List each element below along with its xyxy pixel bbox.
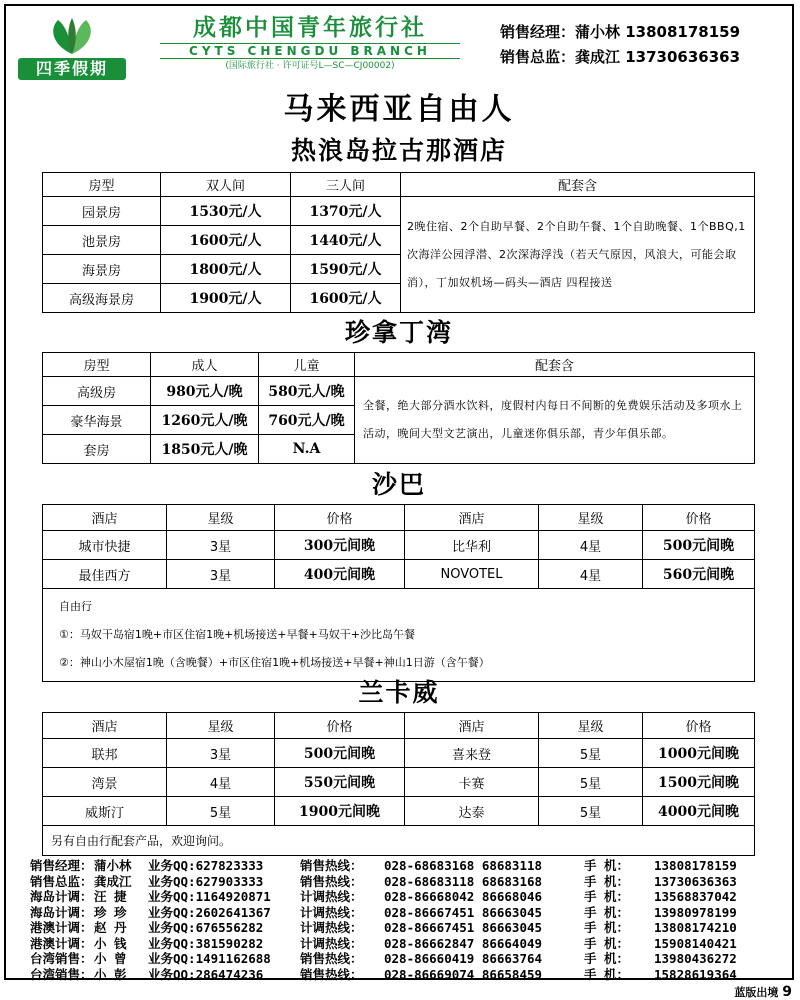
mobile-label: 手 机： [584, 904, 630, 920]
table-header-row [43, 505, 755, 531]
hotline-numbers: 028-86667451 86663045 [384, 920, 543, 935]
column-header: 价格 [275, 713, 405, 739]
header [6, 6, 792, 84]
room-type: 园景房 [43, 197, 161, 226]
table-row [43, 797, 755, 826]
room-type: 池景房 [43, 226, 161, 255]
room-price: 1900元间晚 [275, 797, 405, 826]
agency-name-cn: 成都中国青年旅行社 [193, 15, 427, 41]
agency-block [140, 14, 480, 73]
hotline-numbers: 028-68683168 68683118 [384, 858, 543, 873]
contact-role: 销售总监： [30, 873, 93, 889]
contact-row [30, 920, 790, 936]
contact-name: 蒲小林 [94, 858, 132, 873]
contact-role: 海岛计调： [30, 904, 93, 920]
lagoon-price-table [42, 172, 755, 313]
page-mark [734, 984, 792, 1000]
logo-text: 四季假期 [18, 58, 126, 80]
room-price: 500元间晚 [643, 531, 755, 560]
header-contacts [500, 20, 790, 70]
contact-row [30, 951, 790, 967]
table-header-row [43, 173, 755, 197]
star-rating: 3星 [167, 739, 275, 768]
column-header: 双人间 [161, 173, 291, 197]
agency-license: (国际旅行社 · 许可证号L—SC—CJ00002) [225, 61, 395, 71]
adult-price: 1260元人/晚 [151, 406, 259, 435]
adult-price: 1850元人/晚 [151, 435, 259, 464]
hotline-numbers: 028-68683118 68683168 [384, 873, 543, 889]
hotel-name: 卡赛 [405, 768, 539, 797]
mobile-number: 13808174210 [654, 920, 737, 935]
table-row [43, 531, 755, 560]
mobile-label: 手 机： [584, 966, 630, 982]
room-type: 高级海景房 [43, 284, 161, 313]
column-header: 配套含 [401, 173, 755, 197]
table-row [43, 768, 755, 797]
column-header: 儿童 [259, 353, 355, 377]
hotline-label: 计调热线： [300, 889, 363, 904]
contact-name: 珍 珍 [94, 904, 127, 920]
note-line: 自由行 [59, 600, 92, 613]
child-price: N.A [259, 435, 355, 464]
table-header-row [43, 353, 755, 377]
hotline-label: 销售热线： [300, 951, 363, 966]
contact-name: 龚成江 [94, 873, 132, 889]
star-rating: 4星 [539, 560, 643, 589]
hotline-label: 计调热线： [300, 904, 363, 920]
room-price: 300元间晚 [275, 531, 405, 560]
double-price: 1900元/人 [161, 284, 291, 313]
column-header: 星级 [167, 713, 275, 739]
contact-name: 赵 丹 [94, 920, 127, 935]
hotel-name: 比华利 [405, 531, 539, 560]
triple-price: 1370元/人 [291, 197, 401, 226]
table-row [43, 560, 755, 589]
mobile-number: 13980978199 [654, 904, 737, 920]
contact-qq: 业务QQ:2602641367 [148, 904, 271, 920]
contact-name: 汪 捷 [94, 889, 127, 904]
contact-row [30, 936, 790, 952]
free-travel-notes [43, 589, 755, 682]
column-header: 星级 [539, 713, 643, 739]
room-price: 1500元间晚 [643, 768, 755, 797]
contact-row [30, 874, 790, 890]
triple-price: 1440元/人 [291, 226, 401, 255]
column-header: 价格 [275, 505, 405, 531]
mobile-label: 手 机： [584, 951, 630, 966]
hotline-label: 计调热线： [300, 935, 363, 951]
column-header: 房型 [43, 173, 161, 197]
contact-row [30, 858, 790, 874]
room-price: 1000元间晚 [643, 739, 755, 768]
contact-qq: 业务QQ:627823333 [148, 858, 264, 873]
star-rating: 3星 [167, 531, 275, 560]
room-price: 560元间晚 [643, 560, 755, 589]
hotline-numbers: 028-86668042 86668046 [384, 889, 543, 904]
room-price: 500元间晚 [275, 739, 405, 768]
mobile-label: 手 机： [584, 858, 630, 873]
star-rating: 5星 [167, 797, 275, 826]
column-header: 酒店 [43, 713, 167, 739]
contact-list [30, 858, 790, 982]
hotel-name: 威斯汀 [43, 797, 167, 826]
star-rating: 5星 [539, 797, 643, 826]
room-type: 豪华海景 [43, 406, 151, 435]
triple-price: 1590元/人 [291, 255, 401, 284]
mobile-number: 13730636363 [654, 873, 737, 889]
contact-name: 小 彭 [94, 966, 127, 982]
column-header: 房型 [43, 353, 151, 377]
hotel-name: 达泰 [405, 797, 539, 826]
column-header: 酒店 [405, 713, 539, 739]
contact-qq: 业务QQ:627903333 [148, 873, 264, 889]
package-includes: 全餐，绝大部分酒水饮料，度假村内每日不间断的免费娱乐活动及多项水上活动，晚间大型文艺演出，儿童迷你俱乐部，青少年俱乐部。 [355, 377, 755, 464]
notes-row [43, 589, 755, 682]
hotline-label: 销售热线： [300, 873, 363, 889]
column-header: 价格 [643, 713, 755, 739]
contact-name: 小 曾 [94, 951, 127, 966]
agency-name-en: CYTS CHENGDU BRANCH [160, 43, 460, 59]
pangkor-price-table [42, 352, 755, 464]
hotel-name: 最佳西方 [43, 560, 167, 589]
room-price: 400元间晚 [275, 560, 405, 589]
contact-qq: 业务QQ:286474236 [148, 966, 264, 982]
contact-row [30, 967, 790, 983]
mobile-label: 手 机： [584, 935, 630, 951]
notes-row [43, 826, 755, 856]
room-type: 高级房 [43, 377, 151, 406]
mobile-number: 13568837042 [654, 889, 737, 904]
flyer-page [4, 4, 794, 980]
section-title-sabah: 沙巴 [371, 470, 426, 499]
contact-qq: 业务QQ:381590282 [148, 935, 264, 951]
hotel-name: NOVOTEL [405, 560, 539, 589]
hotel-name: 湾景 [43, 768, 167, 797]
star-rating: 5星 [539, 768, 643, 797]
room-type: 套房 [43, 435, 151, 464]
hotline-label: 计调热线： [300, 920, 363, 935]
mobile-number: 13808178159 [654, 858, 737, 873]
column-header: 三人间 [291, 173, 401, 197]
child-price: 760元人/晚 [259, 406, 355, 435]
hotline-label: 销售热线： [300, 966, 363, 982]
column-header: 价格 [643, 505, 755, 531]
contact-row [30, 905, 790, 921]
star-rating: 5星 [539, 739, 643, 768]
sabah-price-table [42, 504, 755, 682]
contact-role: 港澳计调： [30, 920, 93, 935]
double-price: 1530元/人 [161, 197, 291, 226]
double-price: 1800元/人 [161, 255, 291, 284]
hotel-name: 城市快捷 [43, 531, 167, 560]
table-header-row [43, 713, 755, 739]
contact-row [30, 889, 790, 905]
page-mark-label: 蓝版出境 [734, 986, 779, 999]
room-price: 4000元间晚 [643, 797, 755, 826]
star-rating: 4星 [167, 768, 275, 797]
hotline-label: 销售热线： [300, 858, 363, 873]
mobile-number: 13980436272 [654, 951, 737, 966]
column-header: 星级 [539, 505, 643, 531]
double-price: 1600元/人 [161, 226, 291, 255]
hotel-name: 喜来登 [405, 739, 539, 768]
contact-role: 台湾销售： [30, 966, 93, 982]
contact-qq: 业务QQ:1491162688 [148, 951, 271, 966]
contact-qq: 业务QQ:676556282 [148, 920, 264, 935]
star-rating: 3星 [167, 560, 275, 589]
contact-role: 港澳计调： [30, 935, 93, 951]
mobile-number: 15908140421 [654, 935, 737, 951]
contact-name: 小 钱 [94, 935, 127, 951]
mobile-label: 手 机： [584, 889, 630, 904]
column-header: 成人 [151, 353, 259, 377]
sales-director-line: 销售总监：龚成江 13730636363 [500, 48, 741, 66]
page-title: 马来西亚自由人 [283, 92, 515, 127]
contact-role: 海岛计调： [30, 889, 93, 904]
column-header: 星级 [167, 505, 275, 531]
sales-manager-line: 销售经理：蒲小林 13808178159 [500, 23, 741, 41]
contact-role: 销售经理： [30, 858, 93, 873]
contact-role: 台湾销售： [30, 951, 93, 966]
table-row [43, 377, 755, 406]
triple-price: 1600元/人 [291, 284, 401, 313]
mobile-number: 15828619364 [654, 966, 737, 982]
contact-qq: 业务QQ:1164920871 [148, 889, 271, 904]
free-travel-note: 另有自由行配套产品，欢迎询问。 [43, 826, 755, 856]
star-rating: 4星 [539, 531, 643, 560]
column-header: 配套含 [355, 353, 755, 377]
hotel-name: 联邦 [43, 739, 167, 768]
table-row [43, 739, 755, 768]
section-title-langkawi: 兰卡威 [358, 678, 440, 707]
adult-price: 980元人/晚 [151, 377, 259, 406]
note-line: ②：神山小木屋宿1晚（含晚餐）+市区住宿1晚+机场接送+早餐+神山1日游（含午餐） [59, 656, 490, 669]
column-header: 酒店 [405, 505, 539, 531]
column-header: 酒店 [43, 505, 167, 531]
hotline-numbers: 028-86667451 86663045 [384, 904, 543, 920]
child-price: 580元人/晚 [259, 377, 355, 406]
package-includes: 2晚住宿、2个自助早餐、2个自助午餐、1个自助晚餐、1个BBQ,1次海洋公园浮潜、2次深海浮浅（若天气原因，风浪大，可能会取消），丁加奴机场—码头—酒店 四程接送 [401, 197, 755, 313]
leaf-logo-icon [44, 16, 100, 56]
company-logo [18, 14, 126, 80]
langkawi-price-table [42, 712, 755, 856]
page-number: 9 [782, 984, 792, 1000]
table-row [43, 197, 755, 226]
room-price: 550元间晚 [275, 768, 405, 797]
mobile-label: 手 机： [584, 873, 630, 889]
hotline-numbers: 028-86660419 86663764 [384, 951, 543, 966]
mobile-label: 手 机： [584, 920, 630, 935]
hotline-numbers: 028-86662847 86664049 [384, 935, 543, 951]
section-title-lagoon: 热浪岛拉古那酒店 [290, 136, 507, 165]
hotline-numbers: 028-86669074 86658459 [384, 966, 543, 982]
section-title-pangkor: 珍拿丁湾 [344, 318, 453, 347]
room-type: 海景房 [43, 255, 161, 284]
note-line: ①：马奴干岛宿1晚+市区住宿1晚+机场接送+早餐+马奴干+沙比岛午餐 [59, 628, 415, 641]
